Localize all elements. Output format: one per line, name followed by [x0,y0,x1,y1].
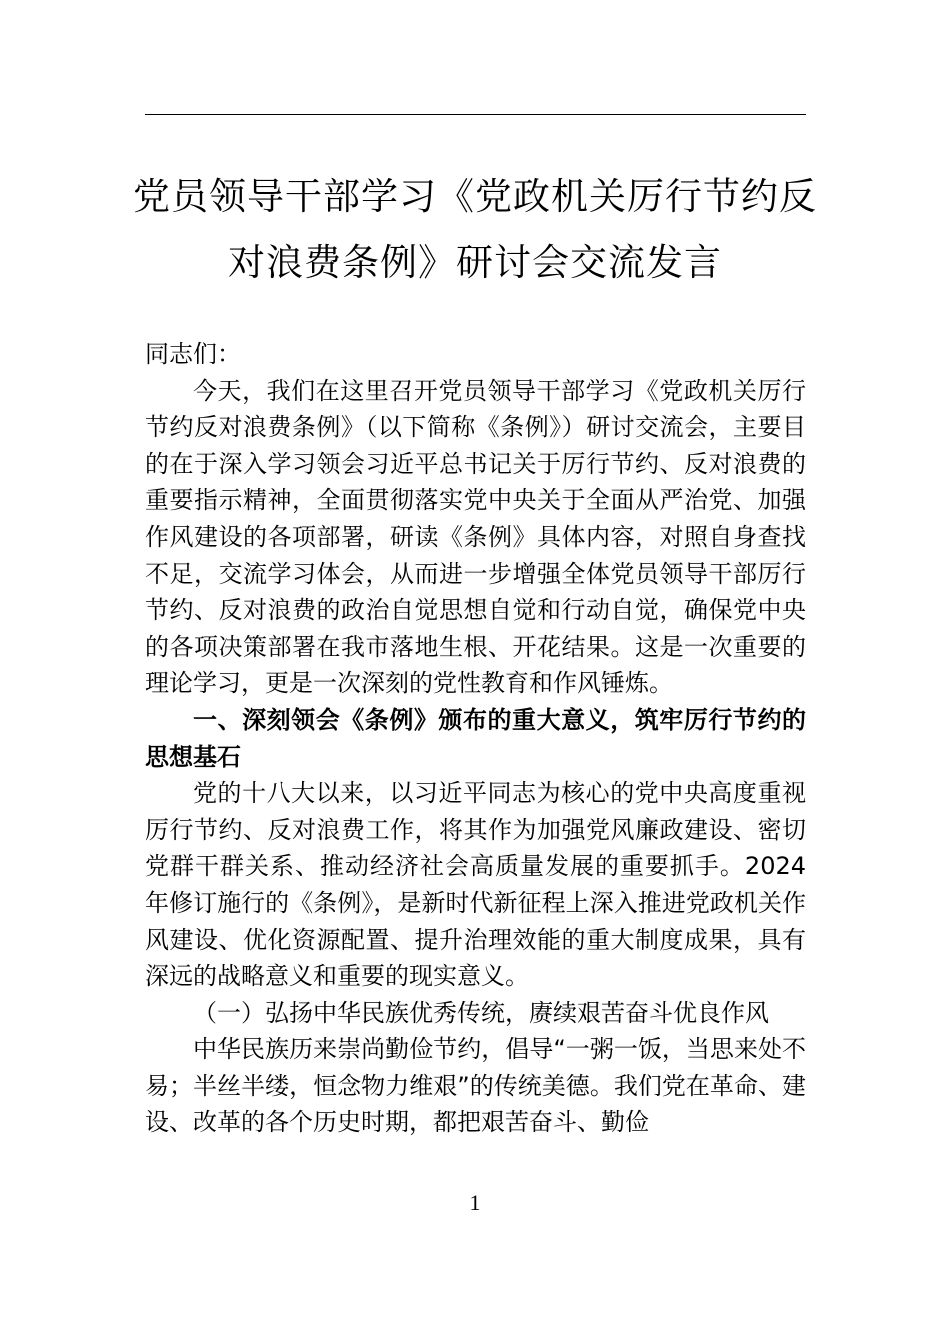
subsection-heading: （一）弘扬中华民族优秀传统，赓续艰苦奋斗优良作风 [193,998,769,1027]
salutation: 同志们： [145,340,241,368]
section-heading: 一、深刻领会《条例》颁布的重大意义，筑牢厉行节约的思想基石 [145,705,806,771]
intro-paragraph: 今天，我们在这里召开党员领导干部学习《党政机关厉行节约反对浪费条例》（以下简称《条例》）研讨交流会，主要目的在于深入学习领会习近平总书记关于厉行节约、反对浪费的重要指示精神，全面贯彻落实党中央关于全面从严治党、加强作风建设的各项部署，研读《条例》具体内容，对照自身查找不足，交流学习体会，从而进一步增强全体党员领导干部厉行节约、反对浪费的政治自觉思想自觉和行动自觉，确保党中央的各项决策部署在我市落地生根、开花结果。这是一次重要的理论学习，更是一次深刻的党性教育和作风锤炼。 [145,376,806,698]
page-number: 1 [469,1190,481,1215]
section-paragraph: 党的十八大以来，以习近平同志为核心的党中央高度重视厉行节约、反对浪费工作，将其作为加强党风廉政建设、密切党群干群关系、推动经济社会高质量发展的重要抓手。2024年修订施行的《条例》，是新时代新征程上深入推进党政机关作风建设、优化资源配置、提升治理效能的重大制度成果，具有深远的战略意义和重要的现实意义。 [145,779,806,991]
document-title: 党员领导干部学习《党政机关厉行节约反对浪费条例》研讨会交流发言 [133,175,817,284]
header-divider [145,114,806,115]
subsection-paragraph: 中华民族历来崇尚勤俭节约，倡导“一粥一饭，当思来处不易；半丝半缕，恒念物力维艰”的传统美德。我们党在革命、建设、改革的各个历史时期，都把艰苦奋斗、勤俭 [145,1035,806,1137]
document-body [145,336,806,1141]
